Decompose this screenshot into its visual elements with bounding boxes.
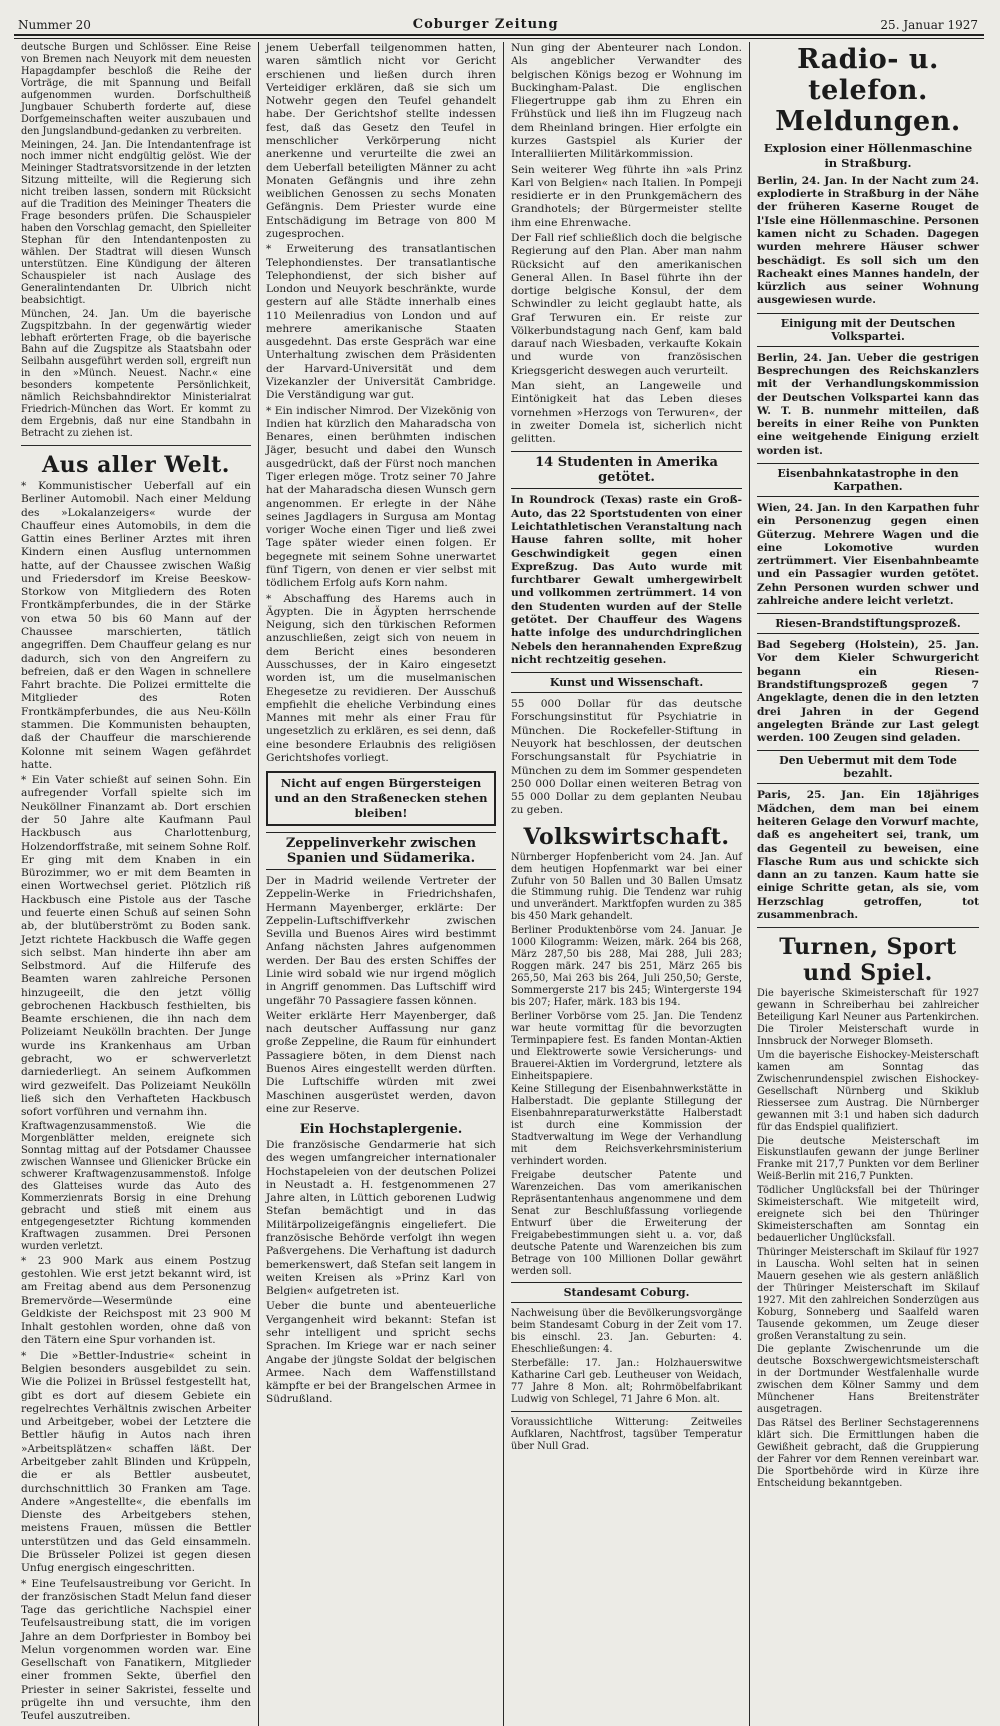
article-text: Die bayerische Skimeisterschaft für 1927 gewann in Schreiberhau bei zahlreicher Beteiligung Karl Neuner aus Partenkirchen. Die Tiroler Meisterschaft wurde in Innsbruck der Norweger Blomseth.	[757, 988, 979, 1047]
article-text: * Kommunistischer Ueberfall auf ein Berliner Automobil. Nach einer Meldung des »Lokalanzeigers« wurde der Chauffeur eines Automobils, in dem die Gattin eines Berliner Arztes mit ihren Kindern einen Ausflug unternommen hatte, auf der Chaussee zwischen Waßig und Friedersdorf im Kreise Beeskow-Storkow von Mitgliedern des Roten Frontkämpferbundes, die in der Stärke von etwa 50 bis 60 Mann auf der Chaussee marschierten, tätlich angegriffen. Dem Chauffeur gelang es nur dadurch, sich von den Angreifern zu befreien, daß er den Wagen in schnellere Fahrt brachte. Die Polizei ermittelte die Mitglieder des Roten Frontkämpferbundes, die aus Neu-Kölln stammen. Die Kommunisten behaupten, daß der Chauffeur die marschierende Kolonne mit seinem Wagen gefährdet hatte.	[21, 479, 251, 771]
article-text: Keine Stillegung der Eisenbahnwerkstätte in Halberstadt. Die geplante Stillegung der Eisenbahnreparaturwerkstätte Halberstadt ist durch eine Kommission der Stadtverwaltung im Wege der Verhandlung mit dem Reichsverkehrsministerium verhindert worden.	[511, 1084, 742, 1168]
article-text: Nachweisung über die Bevölkerungsvorgänge beim Standesamt Coburg in der Zeit vom 17. bis einschl. 23. Jan. Geburten: 4. Eheschließungen: 4.	[511, 1308, 742, 1356]
masthead	[18, 10, 978, 32]
article-text: Man sieht, an Langeweile und Eintönigkeit hat das Leben dieses vornehmen »Herzogs von Terwuren«, der in zweiter Domela ist, sicherlich nicht gelitten.	[511, 380, 742, 446]
article-text: Wien, 24. Jan. In den Karpathen fuhr ein Personenzug gegen einen Güterzug. Mehrere Wagen und die eine Lokomotive wurden zertrümmert. Vier Eisenbahnbeamte und ein Passagier wurden getötet. Zehn Personen wurden schwer und zahlreiche andere leicht verletzt.	[757, 501, 979, 607]
article-text: * Ein indischer Nimrod. Der Vizekönig von Indien hat kürzlich den Maharadscha von Benares, einen berühmten indischen Jäger, besucht und dabei den Wunsch ausgedrückt, daß der Fürst noch manchen Tiger erlegen möge. Trotz seiner 70 Jahre hat der Maharadscha diesen Wunsch gern angenommen. Er erlegte in der Nähe seines Jagdlagers in Surgusa am Montag voriger Woche einen Tiger und ließ zwei Tage später wieder einen folgen. Er begegnete mit seinem Sohne unerwartet fünf Tigern, von denen er vier selbst mit tödlichem Erfolg aufs Korn nahm.	[266, 404, 496, 590]
article-text: Meiningen, 24. Jan. Die Intendantenfrage ist noch immer nicht endgültig gelöst. Wie der Meininger Stadtratsvorsitzende in der letzten Sitzung mitteilte, will die Regierung sich nicht treiben lassen, sondern mit Rücksicht auf die Tradition des Meininger Theaters die Frage besonders prüfen. Die Schauspieler haben den Vorschlag gemacht, den Spielleiter Stephan für den Intendantenposten zu wählen. Der Stadtrat will diesen Wunsch unterstützen. Eine Kündigung der älteren Schauspieler ist nach Auslage des Generalintendanten Dr. Ulbrich nicht beabsichtigt.	[21, 139, 251, 306]
article-text: Die deutsche Meisterschaft im Eiskunstlaufen gewann der junge Berliner Franke mit 217,7 Punkten vor dem Berliner Weiß-Berlin mit 216,7 Punkten.	[757, 1135, 979, 1183]
article-text: jenem Ueberfall teilgenommen hatten, waren sämtlich nicht vor Gericht erschienen und ließen durch ihren Verteidiger erklären, daß sie sich um Notwehr gegen den Teufel gehandelt habe. Der Gerichtshof stellte indessen fest, daß das Gesetz den Teufel in menschlicher Verkörperung nicht anerkenne und verurteilte die zwei an dem Ueberfall beteiligten Männer zu acht Monaten Gefängnis und ihre zehn weiblichen Genossen zu sechs Monaten Gefängnis. Dem Priester wurde eine Entschädigung im Betrage von 800 M zugesprochen.	[266, 42, 496, 240]
article-text: Kraftwagenzusammenstoß. Wie die Morgenblätter melden, ereignete sich Sonntag mittag auf der Potsdamer Chaussee zwischen Wannsee und Glienicker Brücke ein schwerer Kraftwagenzusammenstoß. Infolge des Glatteises wurde das Auto des Kommerzienrats Borsig in eine Drehung gebracht und stieß mit einem aus entgegengesetzter Richtung kommenden Kraftwagen zusammen. Drei Personen wurden verletzt.	[21, 1121, 251, 1252]
subhead-einigung: Einigung mit der Deutschen Volkspartei.	[757, 313, 979, 347]
section-title-volkswirtschaft: Volkswirtschaft.	[523, 823, 730, 850]
article-text: Weiter erklärte Herr Mayenberger, daß nach deutscher Auffassung nur ganz große Zeppeline, die Raum für einhundert Passagiere böten, in dem Dienst nach Buenos Aires eingestellt werden dürften. Die Luftschiffe würden mit zwei Maschinen ausgerüstet werden, davon eine zur Reserve.	[266, 1009, 496, 1115]
article-text: * Erweiterung des transatlantischen Telephondienstes. Der transatlantische Telephondienst, der sich bisher auf London und Neuyork beschränkte, wurde gestern auf alle Städte innerhalb eines 110 Meilenradius von London und auf mehrere amerikanische Staaten ausgedehnt. Das erste Gespräch war eine Unterhaltung zwischen dem Präsidenten der Harvard-Universität und dem Vizekanzler der Universität Cambridge. Die Verständigung war gut.	[266, 243, 496, 402]
column-3	[504, 42, 750, 1726]
notice-box: Nicht auf engen Bürgersteigen und an den Straßenecken stehen bleiben!	[266, 771, 496, 826]
subhead-riesen: Riesen-Brandstiftungsprozeß.	[757, 613, 979, 634]
section-title-radio: Radio- u. telefon. Meldungen.	[775, 44, 961, 137]
article-text: Freigabe deutscher Patente und Warenzeichen. Das vom amerikanischen Repräsentantenhaus angenommene und dem Senat zur Beschlußfassung vorliegende Entwurf über die Erweiterung der Freigabebestimmungen sieht u. a. vor, daß deutsche Patente und Warenzeichen bis zum Betrage von 100 Millionen Dollar gewährt werden soll.	[511, 1170, 742, 1277]
article-text: * Eine Teufelsaustreibung vor Gericht. In der französischen Stadt Melun fand dieser Tage das gerichtliche Nachspiel einer Teufelsaustreibung statt, die im vorigen Jahre an dem Dorfpriester in Bomboy bei Melun vorgenommen worden war. Eine Gesellschaft von Fanatikern, Mitglieder einer frommen Sekte, überfiel den Priester in seiner Sakristei, fesselte und prügelte ihn und versuchte, ihm den Teufel auszutreiben.	[21, 1577, 251, 1723]
article-text: Bad Segeberg (Holstein), 25. Jan. Vor dem Kieler Schwurgericht begann ein Riesen-Brandstiftungsprozeß gegen 7 Angeklagte, denen die in den letzten drei Jahren in der Gegend angelegten Brände zur Last gelegt werden. 100 Zeugen sind geladen.	[757, 639, 979, 745]
article-text: Berliner Vorbörse vom 25. Jan. Die Tendenz war heute vormittag für die bevorzugten Terminpapiere fest. Es fanden Montan-Aktien und Elektrowerte sowie Versicherungs- und Brauerei-Aktien im Vordergrund, letztere als Einheitspapiere.	[511, 1010, 742, 1082]
divider	[757, 927, 979, 928]
section-title-turnen: Turnen, Sport und Spiel.	[779, 934, 957, 987]
lead-studenten: In Roundrock (Texas) raste ein Groß-Auto, das 22 Sportstudenten von einer Leichtathletischen Veranstaltung nach Hause fahren sollte, mit hoher Geschwindigkeit gegen einen Expreßzug. Das Auto wurde mit furchtbarer Gewalt umhergewirbelt und vollkommen zertrümmert. 14 von den Studenten wurden auf der Stelle getötet. Der Chauffeur des Wagens hatte infolge des undurchdringlichen Nebels den herannahenden Expreßzug nicht rechtzeitig gesehen.	[511, 494, 742, 666]
headline-hochstapler: Ein Hochstaplergenie.	[299, 1122, 463, 1138]
divider	[511, 1411, 742, 1412]
masthead-rule	[14, 34, 984, 36]
divider	[21, 445, 251, 446]
subsection-kunst: Kunst und Wissenschaft.	[511, 672, 742, 693]
article-text: Berlin, 24. Jan. In der Nacht zum 24. explodierte in Straßburg in der Nähe der früheren Kaserne Rouget de l'Isle eine Höllenmaschine. Personen kamen nicht zu Schaden. Dagegen wurden mehrere Häuser schwer beschädigt. Es soll sich um den Racheakt eines Mannes handeln, der kürzlich aus seiner Wohnung ausgewiesen wurde.	[757, 174, 979, 307]
subhead-eisenbahn: Eisenbahnkatastrophe in den Karpathen.	[757, 463, 979, 497]
article-text: * Ein Vater schießt auf seinen Sohn. Ein aufregender Vorfall spielte sich im Neuköllner Finanzamt ab. Dort erschien der 50 Jahre alte Kaufmann Paul Hackbusch aus Charlottenburg, Holzendorffstraße, mit seinem Sohne Rolf. Er ging mit dem Knaben in ein Bürozimmer, wo er mit dem Beamten in einen Wortwechsel geriet. Plötzlich riß Hackbusch eine Pistole aus der Tasche und feuerte einen Schuß auf seinen Sohn ab, der blutüberströmt zu Boden sank. Jetzt richtete Hackbusch die Waffe gegen sich selbst. Man hinderte ihn aber am Selbstmord. Auf die Hilferufe des Beamten waren zahlreiche Personen hinzugeeilt, die den jetzt völlig gebrochenen Hackbusch festhielten, bis Beamte erschienen, die ihn nach dem Polizeiamt Neukölln brachten. Der Junge wurde ins Krankenhaus am Urban gebracht, wo er schwerverletzt darniederliegt. An seinem Aufkommen wird gezweifelt. Das Polizeiamt Neukölln ließ sich den Verhafteten Hackbusch sofort vorführen und vernahm ihn.	[21, 774, 251, 1119]
article-text: München, 24. Jan. Um die bayerische Zugspitzbahn. In der gegenwärtig wieder lebhaft erörterten Frage, ob die bayerische Bahn auf die Zugspitze als Staatsbahn oder Seilbahn ausgeführt werden soll, ergreift nun in den »Münch. Neuest. Nachr.« eine besonders kompetente Persönlichkeit, nämlich Reichsbahndirektor Ministerialrat Friedrich-München das Wort. Er kommt zu dem Ergebnis, daß nur eine Standbahn in Betracht zu ziehen ist.	[21, 308, 251, 439]
article-text: * Die »Bettler-Industrie« scheint in Belgien besonders ausgebildet zu sein. Wie die Polizei in Brüssel festgestellt hat, gibt es dort auf diesem Gebiete ein regelrechtes Verhältnis zwischen Arbeiter und Arbeitgeber, wobei der Letztere die Bettler häufig in Autos nach ihren »Arbeitsplätzen« schaffen läßt. Der Arbeitgeber zahlt Blinden und Krüppeln, die er als Bettler ausbeutet, durchschnittlich 30 Franken am Tage. Andere »Angestellte«, die ebenfalls im Dienste des Arbeitgebers stehen, meistens Frauen, müssen die Bettler unterstützen und das Geld einsammeln. Die Brüsseler Polizei ist gegen diesen Unfug energisch eingeschritten.	[21, 1349, 251, 1575]
article-text: Ueber die bunte und abenteuerliche Vergangenheit wird bekannt: Stefan ist sehr intelligent und spricht sechs Sprachen. Im Kriege war er nach seiner Angabe der jüngste Soldat der belgischen Armee. Nach dem Waffenstillstand kämpfte er bei der Brangelschen Armee in Südrußland.	[266, 1300, 496, 1406]
article-text: Der in Madrid weilende Vertreter der Zeppelin-Werke in Friedrichshafen, Hermann Mayenberger, erklärte: Der Zeppelin-Luftschiffverkehr zwischen Sevilla und Buenos Aires wird bestimmt Anfang nächsten Jahres aufgenommen werden. Der Bau des ersten Schiffes der Linie wird sobald wie nur irgend möglich in Angriff genommen. Das Luftschiff wird ungefähr 70 Passagiere fassen können.	[266, 875, 496, 1007]
article-text: Thüringer Meisterschaft im Skilauf für 1927 in Lauscha. Wohl selten hat in seinen Mauern gesehen wie als gestern anläßlich der Thüringer Meisterschaft im Skilauf 1927. Mit den zahlreichen Sonderzügen aus Koburg, Sonneberg und Saalfeld waren Tausende gekommen, um Zeuge dieser großen Veranstaltung zu sein.	[757, 1246, 979, 1342]
headline-studenten: 14 Studenten in Amerika getötet.	[511, 451, 742, 489]
article-text: Nun ging der Abenteurer nach London. Als angeblicher Verwandter des belgischen Königs bezog er Wohnung im Buckingham-Palast. Die englischen Fliegertruppe gab ihm zu Ehren ein Frühstück und ließ ihn im Flugzeug nach dem Rheinland bringen. Hier erfolgte ein kurzes Gastspiel als Kurier der Interalliierten Militärkommission.	[511, 42, 742, 161]
lead-explosion: Explosion einer Höllenmaschine in Straßburg.	[763, 141, 973, 170]
headline-zeppelin: Zeppelinverkehr zwischen Spanien und Südamerika.	[266, 832, 496, 870]
article-text: Tödlicher Unglücksfall bei der Thüringer Skimeisterschaft. Wie mitgeteilt wird, ereignete sich bei den Thüringer Skimeisterschaften am Sonntag ein bedauerlicher Unglücksfall.	[757, 1185, 979, 1244]
article-text: Der Fall rief schließlich doch die belgische Regierung auf den Plan. Aber man nahm Rücksicht auf den amerikanischen General Allen. In Basel führte ihn der dortige belgische Konsul, der dem Schwindler zu leicht geglaubt hatte, als Graf Terwuren ein. Er reiste zur Völkerbundstagung nach Genf, kam bald darauf nach Wiesbaden, verkaufte Kokain und wurde von französischen Kriegsgericht deswegen auch verurteilt.	[511, 231, 742, 377]
issue-date: 25. Januar 1927	[880, 18, 978, 32]
masthead-rule-thin	[14, 38, 984, 39]
columns	[14, 42, 986, 1723]
issue-number: Nummer 20	[18, 18, 91, 32]
weather-forecast: Voraussichtliche Witterung: Zeitweiles Aufklaren, Nachtfrost, tagsüber Temperatur über Null Grad.	[511, 1416, 742, 1452]
subhead-uebermut: Den Uebermut mit dem Tode bezahlt.	[757, 750, 979, 784]
article-text: * Abschaffung des Harems auch in Ägypten. Die in Ägypten herrschende Neigung, sich den türkischen Reformen anzuschließen, zeigt sich von neuem in dem Bericht eines besonderen Ausschusses, der in Kairo eingesetzt worden ist, um die muselmanischen Ehegesetze zu revidieren. Der Ausschuß empfiehlt die eheliche Verbindung eines Mannes mit mehr als einer Frau für ungesetzlich zu erklären, es sei denn, daß eine besondere Erlaubnis des religiösen Gerichtshofes vorliegt.	[266, 592, 496, 764]
article-text: Die geplante Zwischenrunde um die deutsche Boxschwergewichtsmeisterschaft in der Dortmunder Westfalenhalle wurde zwischen dem Kölner Sammy und dem Münchener Hans Breitensträter ausgetragen.	[757, 1344, 979, 1416]
article-text: Die französische Gendarmerie hat sich des wegen umfangreicher internationaler Hochstapeleien von der deutschen Polizei in Neustadt a. H. festgenommenen 27 Jahre alten, in Lüttich geborenen Ludwig Stefan bemächtigt und in das Militärpolizeigefängnis eingeliefert. Die französische Behörde verfolgt ihn wegen Paßvergehens. Die Verhaftung ist dadurch bemerkenswert, daß Stefan seit langem in weiten Kreisen als »Prinz Karl von Belgien« aufgetreten ist.	[266, 1139, 496, 1298]
section-title-aus-aller-welt: Aus aller Welt.	[42, 451, 230, 478]
paper-name: Coburger Zeitung	[412, 17, 559, 32]
article-text: Um die bayerische Eishockey-Meisterschaft kamen am Sonntag das Zwischenrundenspiel zwischen Eishockey-Gesellschaft Nürnberg und Skiklub Riessersee zum Austrag. Die Nürnberger gewannen mit 3:1 und haben sich dadurch für das Endspiel qualifiziert.	[757, 1049, 979, 1133]
article-text: Berliner Produktenbörse vom 24. Januar. Je 1000 Kilogramm: Weizen, märk. 264 bis 268, März 287,50 bis 288, Mai 288, Juli 283; Roggen märk. 247 bis 251, März 265 bis 265,50, Mai 263 bis 264, Juli 250,50; Gerste, Sommergerste 217 bis 245; Wintergerste 194 bis 207; Hafer, märk. 183 bis 194.	[511, 925, 742, 1008]
article-text: Paris, 25. Jan. Ein 18jähriges Mädchen, dem man bei einem heiteren Gelage den Vorwurf machte, daß es angeheitert sei, trank, um das Gegenteil zu beweisen, eine Flasche Rum aus und schickte sich dann an zu tanzen. Kaum hatte sie einige Schritte getan, als sie, vom Herzschlag getroffen, tot zusammenbrach.	[757, 789, 979, 921]
column-2	[259, 42, 504, 1726]
article-text: Sein weiterer Weg führte ihn »als Prinz Karl von Belgien« nach Italien. In Pompeji residierte er in den Prunkgemächern des Grandhotels; der Bürgermeister stellte ihm eine Ehrenwache.	[511, 163, 742, 229]
article-text: Das Rätsel des Berliner Sechstagerennens klärt sich. Die Ermittlungen haben die Gewißheit gebracht, daß die Gruppierung der Fahrer vor dem Rennen vereinbart war. Die Sportbehörde wird in Kürze ihre Entscheidung bekanntgeben.	[757, 1418, 979, 1489]
article-text: Berlin, 24. Jan. Ueber die gestrigen Besprechungen des Reichskanzlers mit der Verhandlungskommission der Deutschen Volkspartei kann das W. T. B. nunmehr mitteilen, daß bereits in einer Reihe von Punkten eine weitgehende Einigung erzielt worden ist.	[757, 351, 979, 457]
article-text: * 23 900 Mark aus einem Postzug gestohlen. Wie erst jetzt bekannt wird, ist am Freitag abend aus dem Personenzug Bremervörde—Wesermünde eine Geldkiste der Reichspost mit 23 900 M Inhalt gestohlen worden, ohne daß von den Tätern eine Spur vorhanden ist.	[21, 1254, 251, 1347]
column-1	[14, 42, 259, 1726]
article-text: Nürnberger Hopfenbericht vom 24. Jan. Auf dem heutigen Hopfenmarkt war bei einer Zufuhr von 50 Ballen und 30 Ballen Umsatz die Stimmung ruhig. Die Tendenz war ruhig und unverändert. Marktfopfen wurden zu 385 bis 450 Mark gehandelt.	[511, 851, 742, 923]
article-text: deutsche Burgen und Schlösser. Eine Reise von Bremen nach Neuyork mit dem neuesten Hapagdampfer beschloß die Reihe der Vorträge, die mit Spannung und Beifall aufgenommen wurden. Dorfschultheiß Jungbauer Schuberth forderte auf, diese Dorfgemeinschaften weiter auszubauen und den Jungslandbund-gedanken zu verbreiten.	[21, 42, 251, 137]
article-text: 55 000 Dollar für das deutsche Forschungsinstitut für Psychiatrie in München. Die Rockefeller-Stiftung in Neuyork hat beschlossen, der deutschen Forschungsanstalt für Psychiatrie in München zu dem im Sommer gespendeten 250 000 Dollar einen weiteren Betrag von 55 000 Dollar zu dem geplanten Neubau zu geben.	[511, 698, 742, 817]
article-text: Sterbefälle: 17. Jan.: Holzhauerswitwe Katharine Carl geb. Leutheuser von Weidach, 77 Jahre 8 Mon. alt; Rohrmöbelfabrikant Ludwig von Schlegel, 71 Jahre 6 Mon. alt.	[511, 1358, 742, 1405]
column-4	[750, 42, 986, 1726]
subsection-standesamt: Standesamt Coburg.	[511, 1282, 742, 1303]
